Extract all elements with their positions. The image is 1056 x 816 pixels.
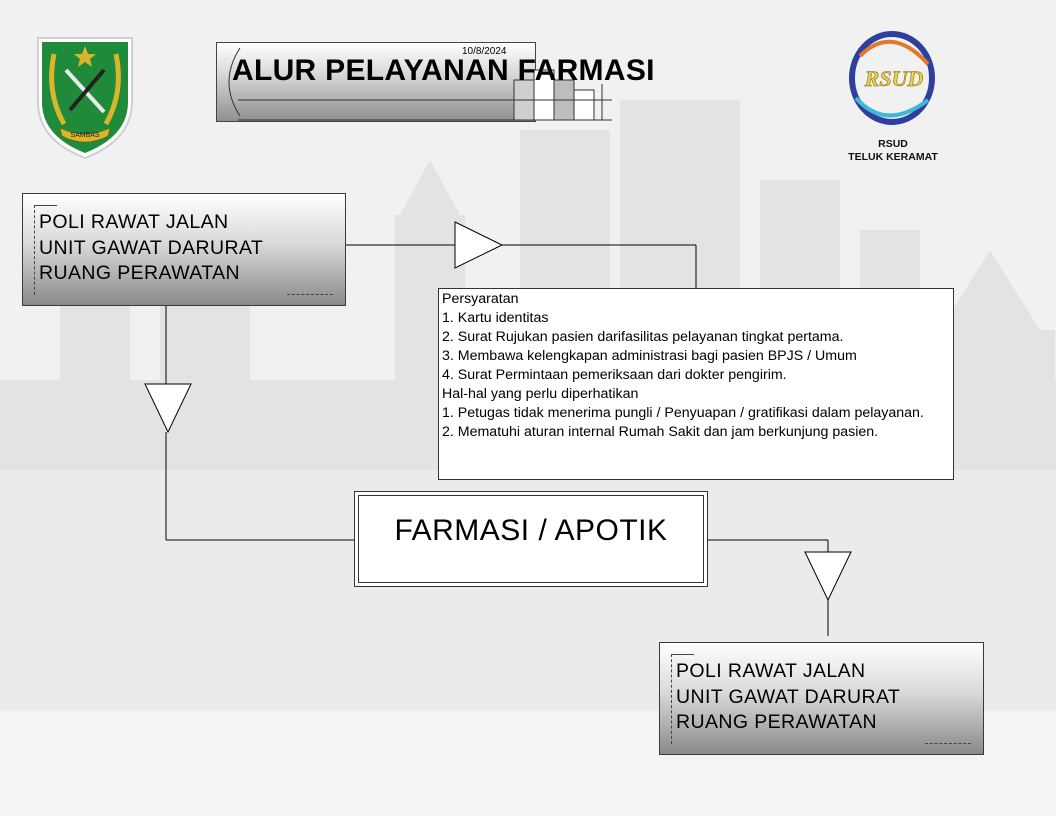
rsud-logo-label	[838, 138, 948, 164]
title-date: 10/8/2024	[462, 46, 507, 57]
unit-line: RUANG PERAWATAN	[676, 711, 878, 733]
rsud-label-line2: TELUK KERAMAT	[848, 151, 938, 163]
requirement-item: 1. Kartu identitas	[442, 310, 549, 326]
farmasi-box	[354, 491, 708, 587]
rsud-logo-icon	[842, 28, 942, 140]
unit-line: RUANG PERAWATAN	[39, 262, 241, 284]
unit-line: POLI RAWAT JALAN	[39, 211, 229, 233]
rsud-mark-text: RSUD	[864, 66, 924, 91]
note-item: 2. Mematuhi aturan internal Rumah Sakit dan jam berkunjung pasien.	[442, 424, 879, 440]
unit-line: UNIT GAWAT DARURAT	[39, 236, 264, 259]
farmasi-label: FARMASI / APOTIK	[394, 514, 668, 547]
note-item: 1. Petugas tidak menerima pungli / Penyuapan / gratifikasi dalam pelayanan.	[442, 405, 924, 421]
requirements-heading: Persyaratan	[442, 291, 519, 307]
unit-line: POLI RAWAT JALAN	[676, 660, 866, 682]
requirement-item: 2. Surat Rujukan pasien darifasilitas pelayanan tingkat pertama.	[442, 329, 844, 345]
requirement-item: 3. Membawa kelengkapan administrasi bagi pasien BPJS / Umum	[442, 348, 857, 364]
arrow-down-icon	[145, 384, 191, 432]
arrow-down-icon	[805, 552, 851, 600]
box-dash-decoration	[287, 294, 333, 295]
destination-units-box	[659, 642, 984, 755]
regency-crest-icon	[32, 32, 138, 162]
arrow-right-icon	[455, 222, 502, 268]
source-units-box	[22, 193, 346, 306]
box-dash-decoration	[925, 743, 971, 744]
unit-line: UNIT GAWAT DARURAT	[676, 685, 901, 708]
notes-heading: Hal-hal yang perlu diperhatikan	[442, 386, 639, 402]
requirements-note	[438, 288, 954, 480]
page-title: ALUR PELAYANAN FARMASI	[232, 54, 655, 87]
crest-ribbon-text: SAMBAS	[70, 132, 100, 139]
rsud-label-line1: RSUD	[878, 138, 908, 150]
requirement-item: 4. Surat Permintaan pemeriksaan dari dokter pengirim.	[442, 367, 787, 383]
